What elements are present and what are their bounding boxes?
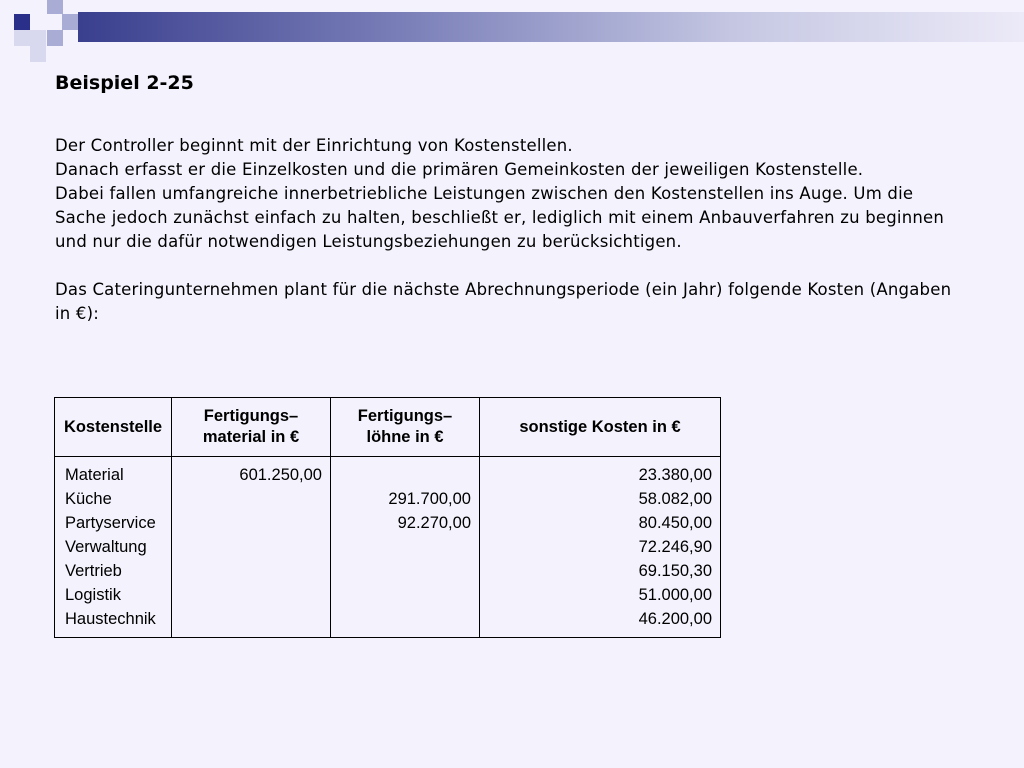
cell-sonstige: 80.450,00 bbox=[638, 514, 712, 532]
cell-sonstige: 72.246,90 bbox=[638, 538, 712, 556]
decor-square bbox=[47, 0, 63, 14]
decor-square bbox=[62, 14, 78, 30]
decor-square bbox=[14, 30, 30, 46]
cell-loehne bbox=[341, 607, 471, 631]
intro-paragraph: Dabei fallen umfangreiche innerbetriebliche Leistungen zwischen den Kostenstellen ins Auge. Um die Sache jedoch zunächst einfach zu halten, beschließt er, lediglich mit einem Anbauverfahren zu beginnen und nur die dafür notwendigen Leistungsbeziehungen zu berücksichtigen. bbox=[55, 184, 945, 251]
intro-paragraph: Danach erfasst er die Einzelkosten und die primären Gemeinkosten der jeweiligen Kostenstelle. bbox=[55, 160, 864, 179]
column-kostenstelle bbox=[55, 457, 172, 638]
header-fertigungsmaterial: Fertigungs– material in € bbox=[172, 398, 331, 457]
cell-kostenstelle: Verwaltung bbox=[65, 538, 147, 556]
intro-text bbox=[55, 134, 955, 326]
cell-kostenstelle: Material bbox=[65, 466, 124, 484]
page-title: Beispiel 2-25 bbox=[55, 72, 194, 94]
cell-material bbox=[182, 559, 322, 583]
cell-loehne bbox=[341, 559, 471, 583]
header-gradient-bar bbox=[78, 12, 1024, 42]
cell-kostenstelle: Haustechnik bbox=[65, 610, 156, 628]
cell-sonstige: 58.082,00 bbox=[638, 490, 712, 508]
cell-kostenstelle: Partyservice bbox=[65, 514, 156, 532]
column-fertigungsloehne bbox=[331, 457, 480, 638]
cell-kostenstelle: Vertrieb bbox=[65, 562, 122, 580]
cost-table bbox=[54, 397, 721, 638]
cell-material: 601.250,00 bbox=[239, 466, 322, 484]
header-sonstige-kosten: sonstige Kosten in € bbox=[480, 398, 721, 457]
cell-material bbox=[182, 487, 322, 511]
cell-kostenstelle: Logistik bbox=[65, 586, 121, 604]
table-row bbox=[55, 457, 721, 638]
cell-sonstige: 23.380,00 bbox=[638, 466, 712, 484]
table-header-row bbox=[55, 398, 721, 457]
cell-material bbox=[182, 535, 322, 559]
column-fertigungsmaterial bbox=[172, 457, 331, 638]
header-kostenstelle: Kostenstelle bbox=[55, 398, 172, 457]
cell-loehne bbox=[341, 583, 471, 607]
decor-square bbox=[47, 30, 63, 46]
cell-loehne bbox=[341, 463, 471, 487]
column-sonstige-kosten bbox=[480, 457, 721, 638]
decor-square bbox=[30, 30, 46, 46]
intro-paragraph: Das Cateringunternehmen plant für die nächste Abrechnungsperiode (ein Jahr) folgende Kosten (Angaben in €): bbox=[55, 280, 952, 323]
intro-paragraph: Der Controller beginnt mit der Einrichtung von Kostenstellen. bbox=[55, 136, 573, 155]
cell-sonstige: 69.150,30 bbox=[638, 562, 712, 580]
cell-loehne: 92.270,00 bbox=[397, 514, 471, 532]
cell-material bbox=[182, 583, 322, 607]
cell-loehne: 291.700,00 bbox=[388, 490, 471, 508]
cell-material bbox=[182, 607, 322, 631]
decor-square bbox=[30, 46, 46, 62]
cell-kostenstelle: Küche bbox=[65, 490, 112, 508]
cell-loehne bbox=[341, 535, 471, 559]
cell-sonstige: 51.000,00 bbox=[638, 586, 712, 604]
cell-sonstige: 46.200,00 bbox=[638, 610, 712, 628]
cell-material bbox=[182, 511, 322, 535]
decor-square bbox=[14, 14, 30, 30]
header-fertigungsloehne: Fertigungs– löhne in € bbox=[331, 398, 480, 457]
